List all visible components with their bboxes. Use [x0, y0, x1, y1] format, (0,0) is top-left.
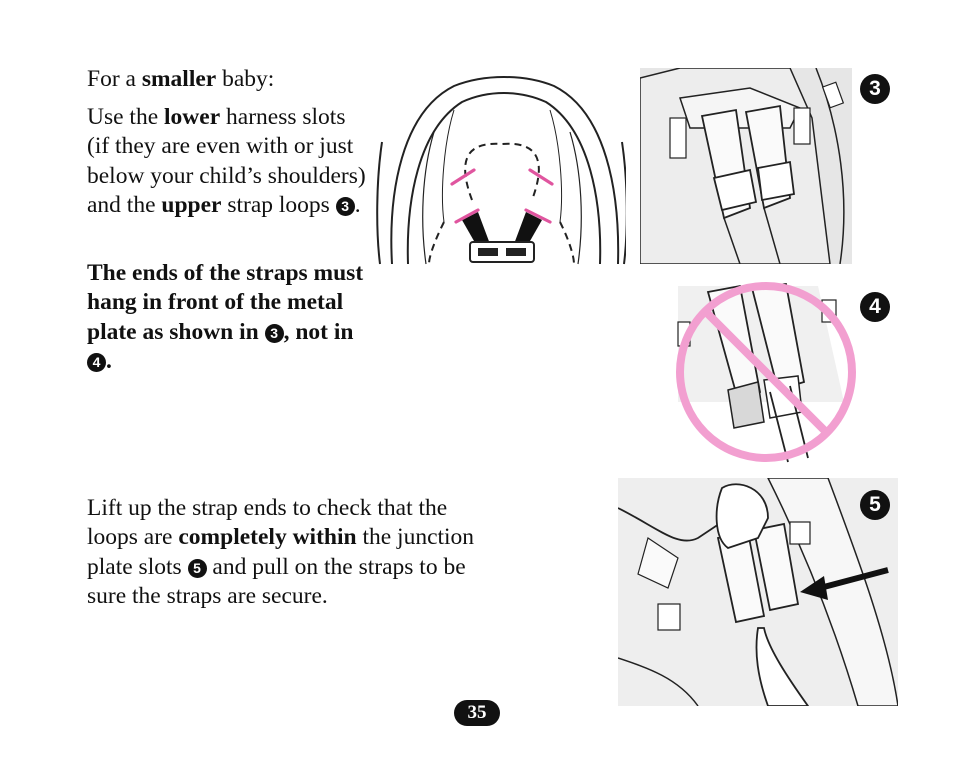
p1-text-c: harness slots (if they are even with or just below your child’s shoulders) and the: [87, 104, 366, 218]
seat-harness-illustration: [374, 72, 626, 268]
intro-bold: smaller: [141, 66, 217, 92]
figure-ref-5: 5: [188, 559, 207, 578]
check-text-a: Lift up the strap ends to check that the loops are: [87, 495, 448, 551]
figure-3-label: 3: [860, 74, 890, 104]
check-text-c: the junction plate slots: [87, 524, 475, 580]
figure-ref-3: 3: [336, 197, 355, 216]
p1-bold-upper: upper: [161, 191, 222, 218]
figure-ref-4: 4: [87, 353, 106, 372]
figure-5-label: 5: [860, 490, 890, 520]
figure-5-check-loops: [618, 478, 898, 706]
intro-text-end: baby:: [216, 66, 275, 92]
check-text-d: and pull on the straps to be sure the straps are secure.: [87, 553, 466, 609]
p1-bold-lower: lower: [164, 104, 221, 130]
p1-end: .: [354, 191, 361, 218]
instruction-paragraph: [87, 103, 369, 220]
warning-text: The ends of the straps must hang in front of the metal plate as shown in: [87, 260, 364, 345]
figure-4-label: 4: [860, 292, 890, 322]
p1-text-e: strap loops: [221, 191, 336, 218]
check-paragraph: [87, 494, 482, 611]
page-number: 35: [454, 700, 500, 726]
figure-ref-3: 3: [265, 324, 284, 343]
figure-4-incorrect-straps: [668, 282, 862, 466]
figure-3-correct-straps: [640, 68, 852, 264]
check-bold: completely within: [178, 524, 357, 551]
intro-line: [87, 65, 387, 94]
warning-paragraph: [87, 259, 377, 376]
intro-text: For a: [87, 66, 142, 92]
p1-text-a: Use the: [87, 104, 165, 130]
warning-end: .: [106, 347, 112, 374]
warning-text-b: , not in: [283, 318, 354, 345]
